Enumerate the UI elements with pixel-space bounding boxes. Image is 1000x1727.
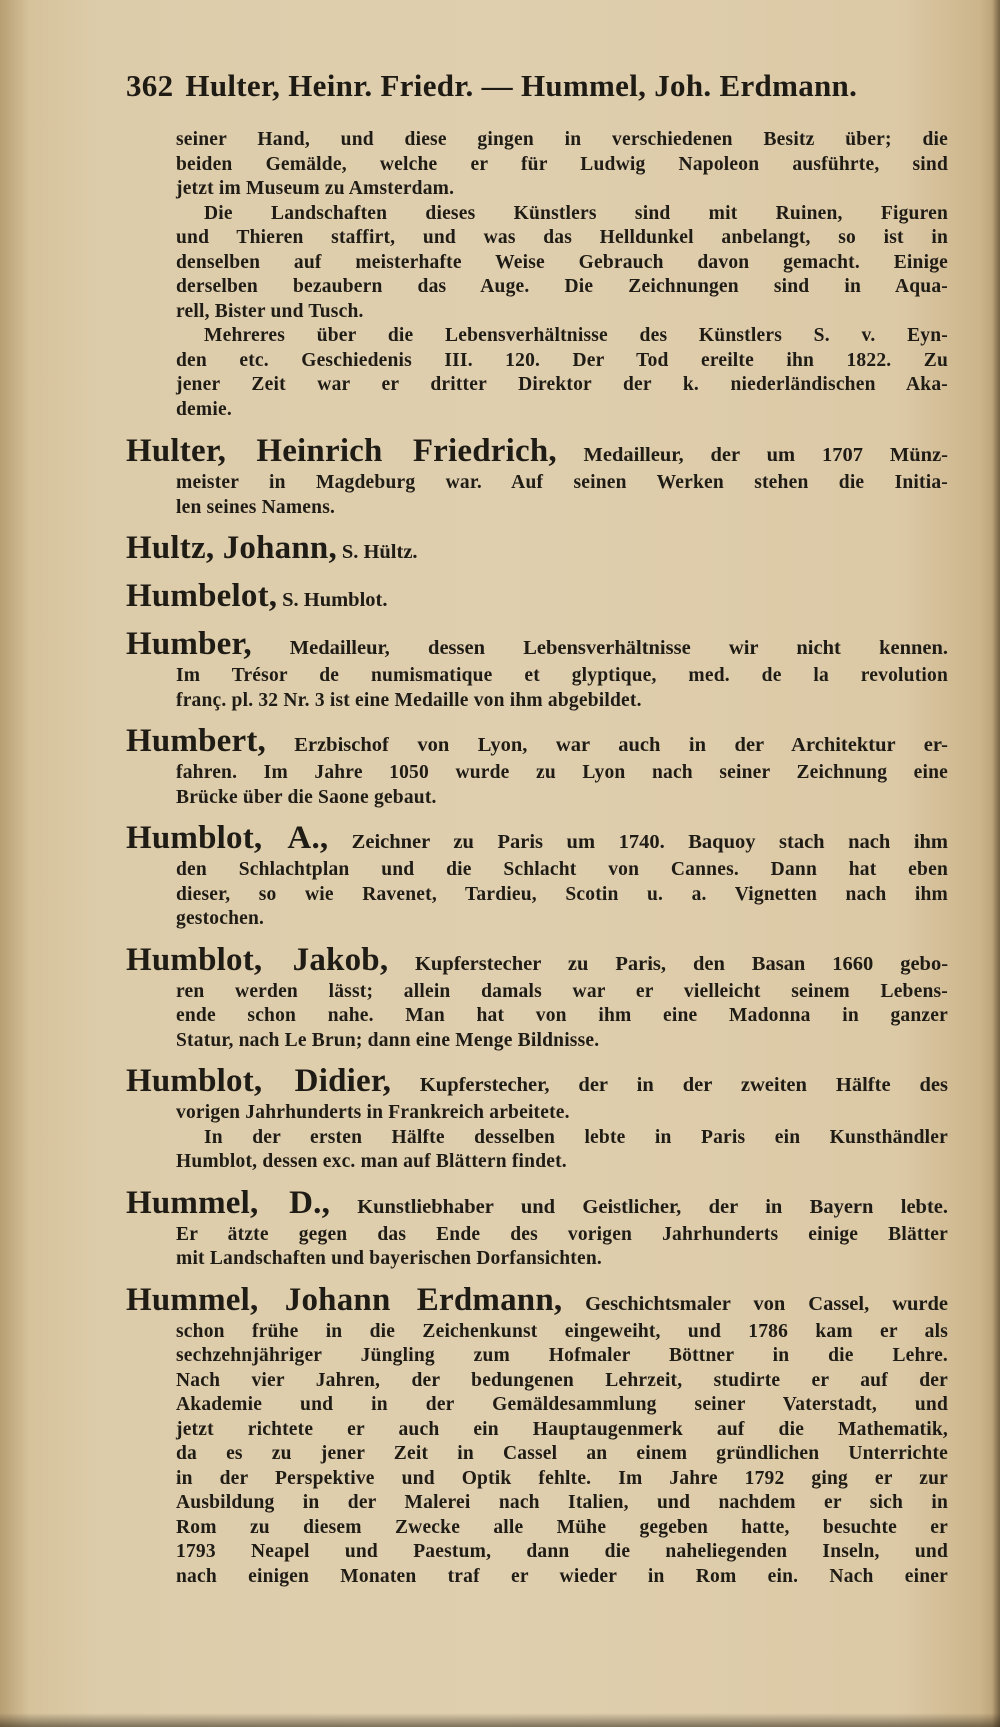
text-line: fahren. Im Jahre 1050 wurde zu Lyon nach seiner Zeichnung eine (176, 762, 948, 783)
entry-first-line (126, 723, 948, 761)
entry-name: Hulter, Heinrich Friedrich, (126, 433, 557, 469)
entry-description: Medailleur, der um 1707 Münz- (583, 444, 949, 466)
entry-first-line (126, 1063, 948, 1101)
text-line: meister in Magdeburg war. Auf seinen Werken stehen die Initia- (176, 472, 948, 493)
entry-first-line (126, 1184, 949, 1223)
entry-description: Kunstliebhaber und Geistlicher, der in Bayern lebte. (357, 1195, 949, 1218)
text-line: schon frühe in die Zeichenkunst eingeweiht, und 1786 kam er als (176, 1320, 948, 1342)
cross-reference: S. Hültz. (341, 541, 418, 563)
text-line: den Schlachtplan und die Schlacht von Cannes. Dann hat eben (176, 859, 948, 880)
entry-first-line (126, 433, 949, 471)
entry-humber (126, 626, 948, 713)
text-line: da es zu jener Zeit in Cassel an einem gründlichen Unterrichte (176, 1443, 948, 1464)
entry-description: Kupferstecher, der in der zweiten Hälfte des (419, 1074, 948, 1096)
text-line: beiden Gemälde, welche er für Ludwig Napoleon ausführte, sind (176, 153, 948, 175)
text-line: ende schon nahe. Man hat von ihm eine Madonna in ganzer (176, 1005, 948, 1026)
text-line: Brücke über die Saone gebaut. (176, 786, 437, 808)
entry-name: Hummel, D., (126, 1184, 331, 1221)
text-line: Nach vier Jahren, der bedungenen Lehrzeit, studirte er auf der (176, 1369, 948, 1391)
entry-first-line (126, 820, 949, 858)
text-line: Humblot, dessen exc. man auf Blättern findet. (176, 1151, 567, 1172)
text-line: len seines Namens. (176, 496, 336, 518)
entry-first-line (126, 1281, 948, 1320)
text-line: ren werden lässt; allein damals war er vielleicht seinem Lebens- (176, 980, 948, 1002)
entry-humblot-a (126, 820, 949, 932)
page-number: 362 (126, 68, 174, 103)
entry-first-line (126, 941, 949, 980)
entry-first-line (126, 530, 948, 568)
entry-name: Humbelot, (126, 578, 278, 614)
text-line: Ausbildung in der Malerei nach Italien, und nachdem er sich in (176, 1492, 948, 1513)
text-line: nach einigen Monaten traf er wieder in Rom ein. Nach einer (176, 1565, 948, 1587)
entry-name: Humblot, Jakob, (126, 941, 389, 978)
text-line: Die Landschaften dieses Künstlers sind mit Ruinen, Figuren (204, 202, 948, 224)
text-line: denselben auf meisterhafte Weise Gebrauch davon gemacht. Einige (176, 251, 948, 273)
text-line: gestochen. (176, 908, 265, 929)
text-line: sechzehnjähriger Jüngling zum Hofmaler Böttner in die Lehre. (176, 1345, 948, 1366)
entry-name: Hummel, Johann Erdmann, (126, 1281, 563, 1318)
entry-first-line (126, 578, 948, 616)
text-line: vorigen Jahrhunderts in Frankreich arbeitete. (176, 1102, 570, 1123)
text-line: derselben bezaubern das Auge. Die Zeichnungen sind in Aqua- (176, 276, 948, 297)
text-line: Rom zu diesem Zwecke alle Mühe gegeben hatte, besuchte er (176, 1516, 948, 1538)
entry-name: Humber, (126, 626, 252, 662)
entry-humblot-jakob (126, 941, 949, 1054)
entry-name: Hultz, Johann, (126, 530, 337, 566)
text-line: Statur, nach Le Brun; dann eine Menge Bildnisse. (176, 1029, 600, 1051)
entry-name: Humbert, (126, 723, 266, 759)
header-title: Hulter, Heinr. Friedr. — Hummel, Joh. Erdmann. (185, 68, 858, 103)
entry-first-line (126, 626, 948, 664)
text-line: demie. (176, 398, 232, 420)
entry-description: Zeichner zu Paris um 1740. Baquoy stach nach ihm (351, 831, 949, 853)
text-line: den etc. Geschiedenis III. 120. Der Tod ereilte ihn 1822. Zu (176, 349, 948, 371)
cross-reference: S. Humblot. (282, 589, 388, 611)
entry-hummel-d (126, 1184, 949, 1272)
text-line: mit Landschaften und bayerischen Dorfansichten. (176, 1248, 602, 1269)
entry-hulter (126, 433, 949, 520)
entry-description: Geschichtsmaler von Cassel, wurde (585, 1292, 948, 1315)
text-line: rell, Bister und Tusch. (176, 300, 364, 322)
text-line: Im Trésor de numismatique et glyptique, med. de la revolution (176, 665, 948, 686)
entry-description: Kupferstecher zu Paris, den Basan 1660 gebo- (414, 952, 949, 975)
page-edge-shadow (992, 0, 1000, 1727)
text-line: in der Perspektive und Optik fehlte. Im Jahre 1792 ging er zur (176, 1467, 948, 1489)
page-bottom-shadow (0, 1713, 1000, 1727)
entry-humblot-didier (126, 1063, 948, 1175)
entry-humbelot (126, 578, 948, 616)
entry-humbert (126, 723, 948, 810)
text-line: Er ätzte gegen das Ende des vorigen Jahrhunderts einige Blätter (176, 1223, 948, 1245)
text-line: jetzt richtete er auch ein Hauptaugenmerk auf die Mathematik, (176, 1418, 948, 1440)
text-line: 1793 Neapel und Paestum, dann die naheliegenden Inseln, und (176, 1541, 948, 1562)
running-header (126, 68, 906, 104)
text-line: In der ersten Hälfte desselben lebte in Paris ein Kunsthändler (204, 1126, 948, 1148)
continuation-text (126, 128, 948, 422)
entry-name: Humblot, Didier, (126, 1063, 392, 1099)
text-line: jetzt im Museum zu Amsterdam. (176, 178, 455, 199)
text-line: seiner Hand, und diese gingen in verschiedenen Besitz über; die (176, 129, 948, 150)
entry-description: Medailleur, dessen Lebensverhältnisse wir nicht kennen. (289, 637, 948, 659)
entry-description: Erzbischof von Lyon, war auch in der Architektur er- (294, 734, 948, 756)
text-line: Akademie und in der Gemäldesammlung seiner Vaterstadt, und (176, 1394, 948, 1415)
text-line: dieser, so wie Ravenet, Tardieu, Scotin u. a. Vignetten nach ihm (176, 883, 948, 905)
page-content (126, 128, 948, 1589)
text-line: Mehreres über die Lebensverhältnisse des Künstlers S. v. Eyn- (204, 325, 948, 346)
entry-hultz (126, 530, 948, 568)
text-line: und Thieren staffirt, und was das Helldunkel anbelangt, so ist in (176, 227, 948, 248)
entry-name: Humblot, A., (126, 820, 329, 856)
text-line: jener Zeit war er dritter Direktor der k. niederländischen Aka- (176, 374, 948, 395)
text-line: franç. pl. 32 Nr. 3 ist eine Medaille von ihm abgebildet. (176, 689, 642, 711)
entry-hummel-johann-erdmann (126, 1281, 948, 1590)
